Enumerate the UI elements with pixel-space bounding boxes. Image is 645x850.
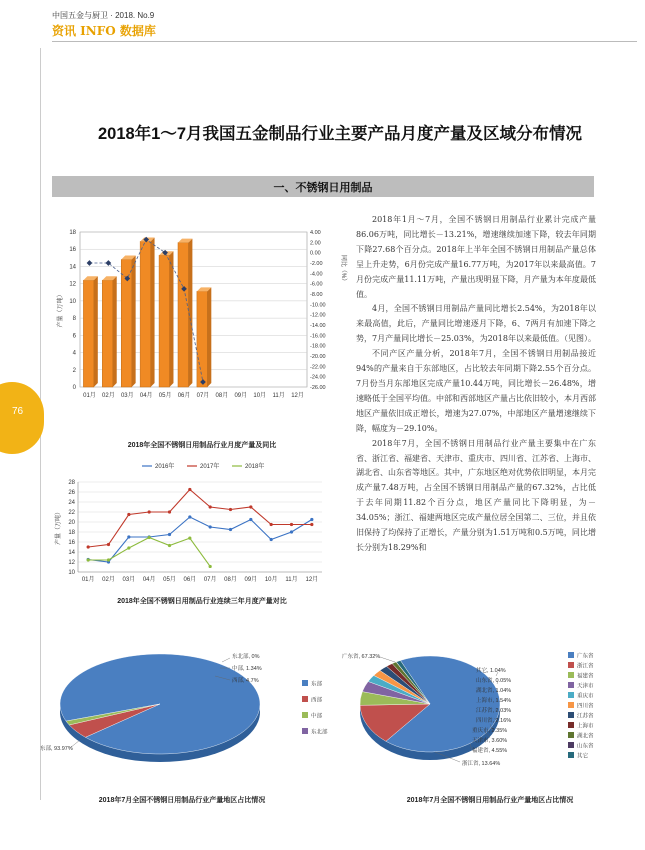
y-tick-label: 4 xyxy=(72,350,76,357)
y-tick-label: 14 xyxy=(68,550,75,556)
legend-label: 2016年 xyxy=(155,464,175,470)
legend-label: 湖北省 xyxy=(577,733,594,740)
x-tick-label: 11月 xyxy=(272,393,285,399)
leader-line xyxy=(222,658,230,662)
legend-swatch xyxy=(302,696,308,702)
bar xyxy=(197,291,207,387)
y2-tick-label: -14.00 xyxy=(310,323,326,329)
y-tick-label: 12 xyxy=(69,281,76,288)
line-chart xyxy=(52,460,352,595)
legend-swatch xyxy=(302,728,308,734)
y-tick-label: 16 xyxy=(68,540,75,546)
series-point xyxy=(87,545,90,548)
series-point xyxy=(209,505,212,508)
slice-label: 山东省, 0.05% xyxy=(476,678,512,684)
legend-label: 上海市 xyxy=(577,723,594,730)
x-tick-label: 06月 xyxy=(177,393,191,399)
x-tick-label: 10月 xyxy=(264,577,278,583)
series-point xyxy=(87,558,90,561)
y2-tick-label: 4.00 xyxy=(310,230,321,236)
legend-swatch xyxy=(302,680,308,686)
y-tick-label: 0 xyxy=(72,385,76,391)
slice-label: 浙江省, 13.64% xyxy=(462,761,501,767)
y-tick-label: 8 xyxy=(72,316,76,323)
y-tick-label: 20 xyxy=(68,520,75,526)
x-tick-label: 01月 xyxy=(83,393,96,399)
x-tick-label: 03月 xyxy=(120,393,134,399)
legend-label: 天津市 xyxy=(577,683,594,690)
y2-tick-label: -20.00 xyxy=(310,354,326,360)
x-tick-label: 01月 xyxy=(81,577,95,583)
page-number: 76 xyxy=(12,406,24,417)
series-point xyxy=(148,536,151,539)
y-tick-label: 18 xyxy=(68,530,75,536)
slice-label: 天津市, 3.60% xyxy=(472,738,508,744)
bar-side xyxy=(169,251,173,387)
legend-swatch xyxy=(568,752,574,758)
series-point xyxy=(290,530,293,533)
series-point xyxy=(188,515,191,518)
header-divider xyxy=(52,41,637,42)
series-point xyxy=(209,525,212,528)
paragraph: 2018年1月～7月，全国不锈钢日用制品行业累计完成产量86.06万吨，同比增长－13.21%，增速继续加速下降，较去年同期下降27.68个百分点。2018年上半年全国不锈钢日用制品产量总体呈上升走势，6月份完成产量16.77万吨，为2017年以来最高值。7月份完成产量11.11万吨，产量出现明显下降，月产量为本年度最低值。 xyxy=(356,215,596,299)
series-point xyxy=(249,505,252,508)
paragraph: 不同产区产量分析，2018年7月，全国不锈钢日用制品接近94%的产量来自于东部地区，占比较去年同期下降2.55个百分点。7月份当月东部地区完成产量10.44万吨，同比增长－26.48%，增速略低于全国平均值。中部和西部地区产量占比依旧较小，本月西部地区产量依旧成正增长，增速为27.07%，中部地区产量增速继续下降，幅度为－29.10%。 xyxy=(356,349,596,433)
y2-tick-label: -8.00 xyxy=(310,292,323,298)
y-tick-label: 16 xyxy=(69,247,76,254)
legend-label: 四川省 xyxy=(577,703,594,710)
legend-label: 江苏省 xyxy=(577,713,594,720)
paragraph: 2018年7月，全国不锈钢日用制品行业产量主要集中在广东省、浙江省、福建省、天津市、重庆市、四川省、江苏省、上海市、湖北省、山东省等地区。其中，广东地区绝对优势依旧明显，本月完成产量7.48万吨，占全国不锈钢日用制品产量的67.32%，占比低于去年同期11.82个百分点，地区产量同比下降明显，为－34.05%；浙江、福建两地区完成产量位居全国第二、三位，并且依旧保持了均保持了正增长，产量分别为1.51万吨和0.5万吨，同比增长分别为18.29%和 xyxy=(356,438,596,552)
x-tick-label: 05月 xyxy=(163,577,176,583)
legend-swatch xyxy=(302,712,308,718)
article-title: 2018年1～7月我国五金制品行业主要产品月度产量及区域分布情况 xyxy=(97,125,583,143)
series-point xyxy=(310,518,313,521)
bar-side xyxy=(151,237,155,387)
y2-tick-label: -12.00 xyxy=(310,312,326,319)
x-tick-label: 02月 xyxy=(102,577,115,583)
bar xyxy=(102,280,112,387)
slice-label: 重庆市, 2.35% xyxy=(472,728,508,734)
y-tick-label: 14 xyxy=(69,264,76,271)
slice-label: 湖北省, 1.04% xyxy=(476,688,512,694)
slice-label: 东北部, 0% xyxy=(232,654,260,660)
x-tick-label: 08月 xyxy=(224,577,237,583)
bar-side xyxy=(207,287,211,387)
legend-label: 西部 xyxy=(311,697,323,704)
series-point xyxy=(168,544,171,547)
legend-label: 山东省 xyxy=(577,743,594,750)
bar-chart xyxy=(52,222,352,422)
series-point xyxy=(188,488,191,491)
legend-swatch xyxy=(568,742,574,748)
series-point xyxy=(168,533,171,536)
y2-tick-label: -10.00 xyxy=(310,302,326,309)
y2-tick-label: -6.00 xyxy=(310,281,323,288)
y-tick-label: 28 xyxy=(68,480,75,486)
x-tick-label: 04月 xyxy=(142,577,156,583)
y-axis-label: 产量（万吨） xyxy=(58,291,64,328)
series-point xyxy=(229,528,232,531)
y-tick-label: 6 xyxy=(72,333,76,340)
y2-tick-label: -18.00 xyxy=(310,343,326,350)
y2-tick-label: -2.00 xyxy=(310,261,323,267)
y-tick-label: 2 xyxy=(72,367,76,374)
legend-label: 其它 xyxy=(577,753,589,760)
x-tick-label: 09月 xyxy=(234,393,248,399)
series-point xyxy=(127,546,130,549)
article-body xyxy=(356,213,596,556)
series-point xyxy=(209,565,212,568)
legend-swatch xyxy=(568,732,574,738)
slice-label: 四川省, 2.16% xyxy=(476,718,512,724)
legend-label: 东北部 xyxy=(311,729,328,736)
series-point xyxy=(127,513,130,516)
bar xyxy=(159,255,169,387)
legend-swatch xyxy=(568,712,574,718)
x-tick-label: 10月 xyxy=(253,393,267,399)
series-point xyxy=(290,523,293,526)
series-line xyxy=(88,490,312,548)
slice-label: 江苏省, 2.03% xyxy=(476,708,512,714)
x-tick-label: 04月 xyxy=(139,393,153,399)
series-point xyxy=(148,510,151,513)
y2-axis-label: 同比（%） xyxy=(340,254,346,285)
series-point xyxy=(107,558,110,561)
chart2-title: 2018年全国不锈钢日用制品行业连续三年月度产量对比 xyxy=(117,598,287,605)
bar-side xyxy=(94,276,98,387)
y-tick-label: 18 xyxy=(69,230,76,236)
paragraph: 4月，全国不锈钢日用制品产量同比增长2.54%，为2018年以来最高值，此后，产量同比增速逐月下降，6、7两月有加速下降之势，7月产量同比增长－25.03%，为2018年以来最低值。（见图）。 xyxy=(356,304,596,344)
section-subtitle: 一、不锈钢日用制品 xyxy=(273,182,373,194)
y2-tick-label: 0.00 xyxy=(310,250,321,257)
legend-label: 2018年 xyxy=(245,464,265,470)
x-tick-label: 03月 xyxy=(122,577,136,583)
chart1-title: 2018年全国不锈钢日用制品行业月度产量及同比 xyxy=(127,442,277,449)
y-tick-label: 22 xyxy=(68,510,75,516)
slice-label: 上海市, 1.54% xyxy=(476,698,512,704)
slice-label: 广东省, 67.32% xyxy=(342,654,381,660)
legend-label: 广东省 xyxy=(577,653,594,660)
legend-label: 浙江省 xyxy=(577,663,594,670)
y2-tick-label: 2.00 xyxy=(310,240,321,247)
y-tick-label: 10 xyxy=(68,570,75,576)
x-tick-label: 02月 xyxy=(102,393,115,399)
bar-side xyxy=(113,276,117,387)
section-label: 资讯 INFO 数据库 xyxy=(52,24,156,38)
x-tick-label: 12月 xyxy=(305,577,319,583)
slice-label: 西部, 4.7% xyxy=(232,678,259,684)
bar xyxy=(83,280,93,387)
bar xyxy=(140,241,150,387)
series-point xyxy=(270,538,273,541)
legend-swatch xyxy=(568,692,574,698)
legend-swatch xyxy=(568,682,574,688)
province-pie-chart xyxy=(340,640,640,780)
series-point xyxy=(270,523,273,526)
x-tick-label: 11月 xyxy=(285,577,298,583)
x-tick-label: 08月 xyxy=(215,393,229,399)
legend-swatch xyxy=(568,722,574,728)
legend-label: 东部 xyxy=(311,681,323,688)
series-point xyxy=(249,518,252,521)
x-tick-label: 06月 xyxy=(183,577,197,583)
x-tick-label: 07月 xyxy=(196,393,210,399)
y-tick-label: 10 xyxy=(69,298,76,305)
chart3-title: 2018年7月全国不锈钢日用制品行业产量地区占比情况 xyxy=(98,797,266,804)
slice-label: 其它, 1.04% xyxy=(476,668,506,674)
slice-label: 东部, 93.97% xyxy=(40,746,73,752)
journal-header: 中国五金与厨卫 · 2018. No.9 xyxy=(52,11,155,20)
region-pie-chart xyxy=(40,640,340,780)
bar-side xyxy=(132,256,136,387)
page-tab xyxy=(0,382,44,454)
legend-swatch xyxy=(568,672,574,678)
series-point xyxy=(188,537,191,540)
series-point xyxy=(310,523,313,526)
series-point xyxy=(168,510,171,513)
chart4-title: 2018年7月全国不锈钢日用制品行业产量地区占比情况 xyxy=(406,797,574,804)
leader-line xyxy=(380,657,395,662)
x-tick-label: 09月 xyxy=(244,577,258,583)
y2-tick-label: -22.00 xyxy=(310,364,326,371)
y-tick-label: 26 xyxy=(68,490,75,496)
slice-label: 福建省, 4.55% xyxy=(472,748,508,754)
series-line xyxy=(88,517,312,562)
y2-tick-label: -4.00 xyxy=(310,271,323,278)
x-tick-label: 05月 xyxy=(158,393,172,399)
legend-label: 2017年 xyxy=(200,464,220,470)
bar-side xyxy=(188,239,192,387)
legend-swatch xyxy=(568,702,574,708)
legend-label: 重庆市 xyxy=(577,693,594,700)
y-tick-label: 24 xyxy=(68,500,75,506)
series-point xyxy=(107,543,110,546)
series-point xyxy=(127,535,130,538)
series-point xyxy=(229,508,232,511)
y-tick-label: 12 xyxy=(68,560,75,566)
x-tick-label: 07月 xyxy=(203,577,217,583)
x-tick-label: 12月 xyxy=(291,393,304,399)
y2-tick-label: -16.00 xyxy=(310,333,326,340)
bar xyxy=(178,243,188,387)
y-axis-label: 产量（万吨） xyxy=(56,508,62,546)
y2-tick-label: -24.00 xyxy=(310,374,326,381)
legend-swatch xyxy=(568,652,574,658)
legend-swatch xyxy=(568,662,574,668)
legend-label: 福建省 xyxy=(577,673,594,680)
slice-label: 中部, 1.34% xyxy=(232,666,262,672)
y2-tick-label: -26.00 xyxy=(310,385,326,391)
legend-label: 中部 xyxy=(311,713,323,720)
